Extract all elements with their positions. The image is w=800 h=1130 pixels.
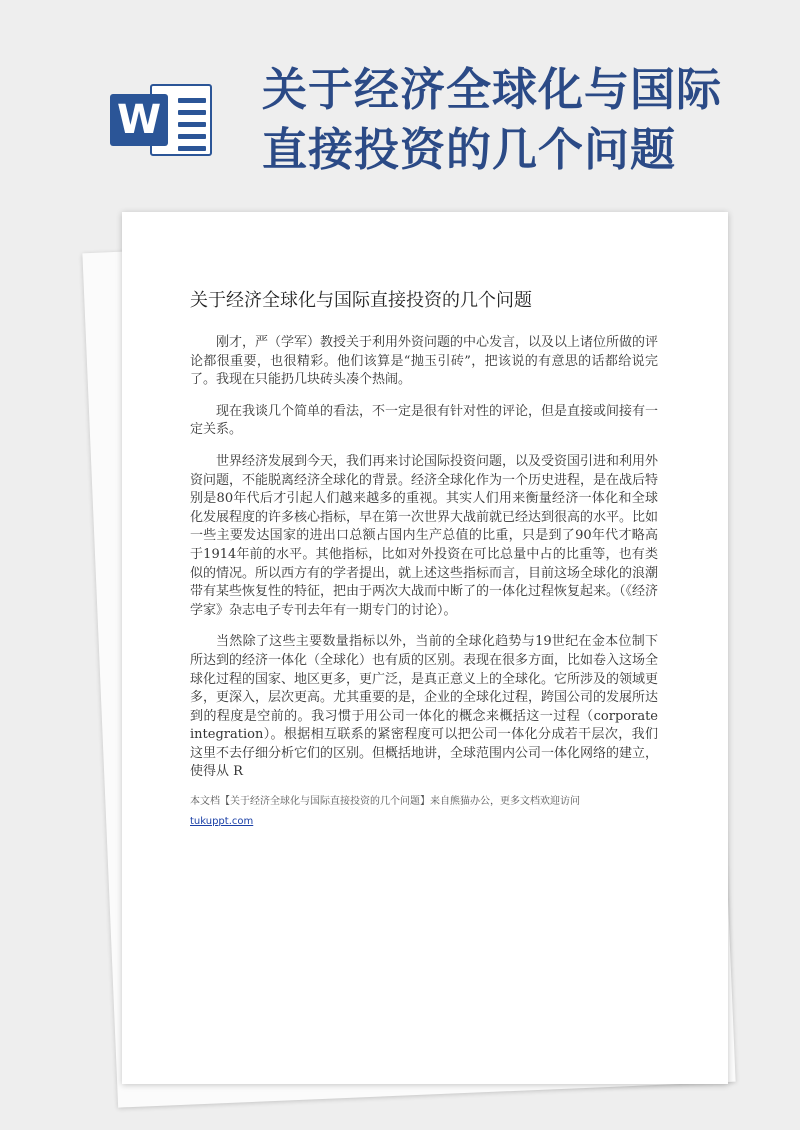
page-title: 关于经济全球化与国际直接投资的几个问题	[262, 63, 723, 176]
source-link[interactable]: tukuppt.com	[190, 816, 254, 828]
word-document-icon	[110, 78, 214, 162]
document-page	[122, 212, 728, 1084]
source-note: 本文档【关于经济全球化与国际直接投资的几个问题】来自熊猫办公，更多文档欢迎访问	[190, 796, 580, 808]
document-title: 关于经济全球化与国际直接投资的几个问题	[190, 290, 532, 311]
word-icon-letter: W	[110, 94, 168, 146]
paragraph-4: 当然除了这些主要数量指标以外，当前的全球化趋势与19世纪在金本位制下所达到的经济一体化（全球化）也有质的区别。表现在很多方面，比如卷入这场全球化过程的国家、地区更多，更广泛，是真正意义上的全球化。它所涉及的领域更多，更深入，层次更高。尤其重要的是，企业的全球化过程，跨国公司的发展所达到的程度是空前的。我习惯于用公司一体化的概念来概括这一过程（corporate integration）。根据相互联系的紧密程度可以把公司一体化分成若干层次，我们这里不去仔细分析它们的区别。但概括地讲，全球范围内公司一体化网络的建立，使得从 R	[190, 634, 659, 780]
paragraph-2: 现在我谈几个简单的看法，不一定是很有针对性的评论，但是直接或间接有一定关系。	[190, 403, 659, 438]
paragraph-3: 世界经济发展到今天，我们再来讨论国际投资问题，以及受资国引进和利用外资问题，不能脱离经济全球化的背景。经济全球化作为一个历史进程，是在战后特别是80年代后才引起人们越来越多的重视。其实人们用来衡量经济一体化和全球化发展程度的许多核心指标，早在第一次世界大战前就已经达到很高的水平。比如一些主要发达国家的进出口总额占国内生产总值的比重，只是到了90年代才略高于1914年前的水平。其他指标，比如对外投资在可比总量中占的比重等，也有类似的情况。所以西方有的学者提出，就上述这些指标而言，目前这场全球化的浪潮带有某些恢复性的特征，把由于两次大战而中断了的一体化过程恢复起来。（《经济学家》杂志电子专刊去年有一期专门的讨论）。	[190, 453, 659, 618]
paragraph-1: 刚才，严（学军）教授关于利用外资问题的中心发言，以及以上诸位所做的评论都很重要，也很精彩。他们该算是“抛玉引砖”，把该说的有意思的话都给说完了。我现在只能扔几块砖头凑个热闹。	[190, 335, 659, 388]
page-header	[0, 0, 800, 210]
